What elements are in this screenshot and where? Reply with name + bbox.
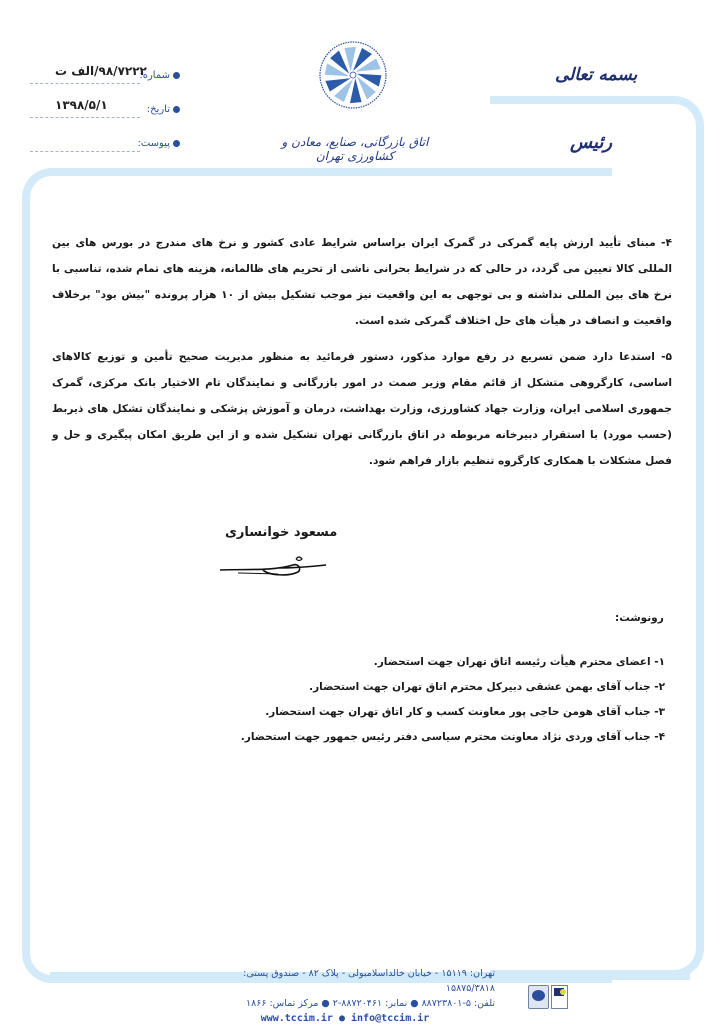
- cc-title: رونوشت:: [615, 612, 664, 624]
- letter-date-value: ۱۳۹۸/۵/۱: [55, 98, 108, 112]
- footer-web: www.tccim.ir ● info@tccim.ir: [260, 1013, 430, 1024]
- paragraph-4: ۴- مبنای تأیید ارزش پایه گمرکی در گمرک ایران براساس شرایط عادی کشور و نرخ های مندرج در بورس های بین المللی کالا تعیین می گردد، در حالی که در شرایط بحرانی ناشی از تحریم های ظالمانه، هزینه های تمام شده، تناسبی با نرخ های بین المللی نداشته و بی توجهی به این واقعیت نیز موجب تشکیل بیش از ۱۰ هزار پرونده "بیش بود" برخلاف واقعیت و انصاف در هیأت های حل اختلاف گمرکی شده است.: [52, 237, 672, 327]
- letter-number-value: ۹۸/۷۲۲۲/الف ت: [55, 64, 147, 78]
- cc-item: ۲- جناب آقای بهمن عشقی دبیرکل محترم اتاق تهران جهت استحضار.: [309, 681, 665, 693]
- recipient-title: رئیس: [570, 132, 613, 153]
- paragraph-5: ۵- استدعا دارد ضمن تسریع در رفع موارد مذکور، دستور فرمائید به منظور مدیریت صحیح تأمین و توزیع کالاهای اساسی، کارگروهی متشکل از قائم مقام وزیر صمت در امور بازرگانی و نمایندگان تام الاختیار بانک مرکزی، گمرک جمهوری اسلامی ایران، وزارت جهاد کشاورزی، وزارت بهداشت، درمان و آموزش پزشکی و نمایندگان تشکل های ذیربط (حسب مورد) با استقرار دبیرخانه مربوطه در اتاق بازرگانی تهران تشکیل شده و از این طریق امکان پیگیری و حل و فصل مشکلات با همکاری کارگروه تنظیم بازار فراهم شود.: [52, 351, 672, 467]
- cc-item: ۳- جناب آقای هومن حاجی پور معاونت کسب و کار اتاق تهران جهت استحضار.: [265, 706, 665, 718]
- organization-name: اتاق بازرگانی، صنایع، معادن و کشاورزی تهران: [281, 135, 429, 163]
- footer-phones: تلفن: ۵-۸۸۷۲۳۸۰۱ ● نمابر: ۸۸۷۲۰۴۶۱-۲ ● مرکز تماس: ۱۸۶۶: [246, 998, 495, 1009]
- signer-name: مسعود خوانساری: [225, 525, 338, 540]
- handwritten-signature-icon: [218, 553, 328, 581]
- basmala-heading: بسمه تعالی: [555, 65, 638, 85]
- tccim-logo-icon: [318, 40, 388, 110]
- dotted-line: [30, 117, 140, 118]
- cc-list: [240, 650, 665, 750]
- certification-logos-icon: [528, 985, 568, 1009]
- quality-badge-icon: [551, 985, 568, 1009]
- dotted-line: [30, 151, 140, 152]
- footer-address: تهران: ۱۵۱۱۹ - خیابان خالداسلامبولی - پلاک ۸۲ - صندوق پستی: ۱۵۸۷۵/۳۸۱۸: [243, 968, 495, 994]
- cc-item: ۱- اعضای محترم هیأت رئیسه اتاق تهران جهت استحضار.: [373, 656, 665, 668]
- iso-badge-icon: [528, 985, 549, 1009]
- letter-date-label: تاریخ:: [147, 104, 180, 115]
- dotted-line: [30, 83, 140, 84]
- letter-number-label: شماره:: [139, 70, 180, 81]
- letter-attachment-label: پیوست:: [137, 138, 180, 149]
- footer-contact: [195, 966, 495, 1026]
- cc-item: ۴- جناب آقای وردی نژاد معاونت محترم سیاسی دفتر رئیس جمهور جهت استحضار.: [240, 731, 665, 743]
